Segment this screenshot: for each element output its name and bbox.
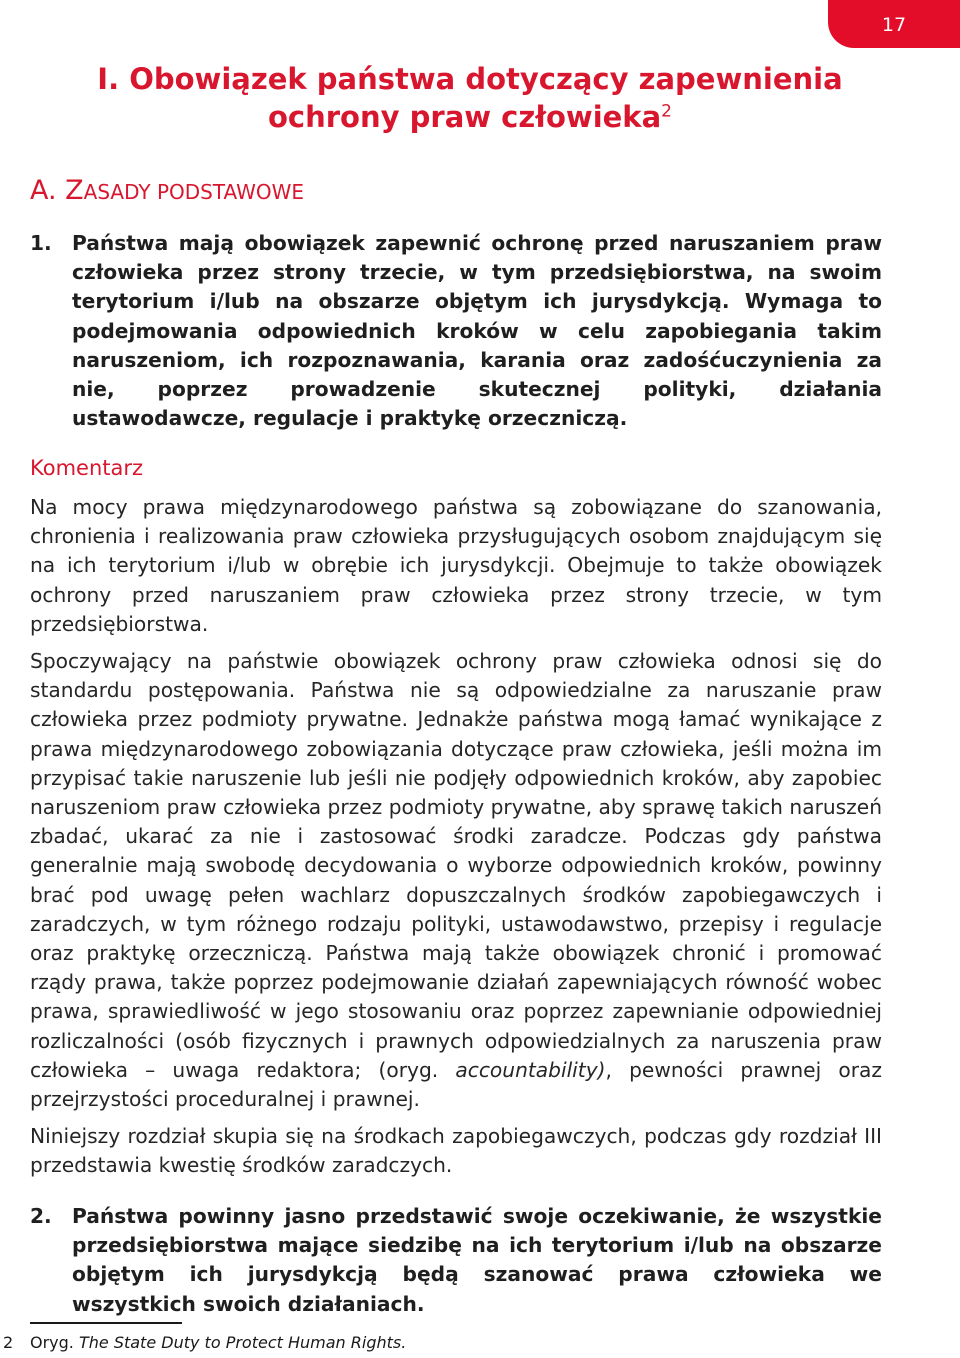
chapter-title-line2: ochrony praw człowieka bbox=[268, 100, 662, 134]
footnote-number: 2 bbox=[3, 1333, 14, 1352]
footnote bbox=[3, 1332, 406, 1354]
commentary-paragraph-2 bbox=[30, 647, 882, 1114]
page-number-tab bbox=[828, 0, 960, 48]
principle-1 bbox=[30, 229, 882, 433]
section-letter: A. Z bbox=[30, 175, 84, 206]
commentary-paragraph-3: Niniejszy rozdział skupia się na środkach zapobiegawczych, podczas gdy rozdział III przedstawia kwestię środków zaradczych. bbox=[30, 1124, 882, 1178]
principle-2-text: Państwa powinny jasno przedstawić swoje oczekiwanie, że wszystkie przedsiębiorstwa mające siedzibę na ich terytorium i/lub na obszarze objętym ich jurysdykcją będą szanować prawa człowieka we wszystkich swoich działaniach. bbox=[72, 1204, 882, 1316]
footnote-reference: 2 bbox=[661, 101, 672, 122]
footnote-divider bbox=[30, 1322, 182, 1324]
commentary-paragraph-1: Na mocy prawa międzynarodowego państwa są zobowiązane do szanowania, chronienia i realizowania praw człowieka przysługujących osobom znajdującym się na ich terytorium i/lub w obrębie ich jurysdykcji. Obejmuje to także obowiązek ochrony przed naruszaniem praw człowieka przez strony trzecie, w tym przedsiębiorstwa. bbox=[30, 495, 882, 636]
commentary-paragraph-2-end: , pewności prawnej oraz przejrzystości proceduralnej i prawnej. bbox=[30, 1057, 882, 1112]
section-title: ASADY PODSTAWOWE bbox=[83, 180, 305, 204]
principle-1-number: 1. bbox=[30, 231, 52, 255]
chapter-title bbox=[90, 60, 850, 136]
principle-1-text: Państwa mają obowiązek zapewnić ochronę przed naruszaniem praw człowieka przez strony trzecie, w tym przedsiębiorstwa, na swoim terytorium i/lub na obszarze objętym ich jurysdykcją. Wymaga to podejmowania odpowiednich kroków w celu zapobiegania takim naruszeniom, ich rozpoznawania, karania oraz zadośćuczynienia za nie, poprzez prowadzenie skutecznej polityki, działania ustawodawcze, regulacje i praktykę orzeczniczą. bbox=[72, 231, 882, 431]
commentary-italic-term: accountability) bbox=[455, 1057, 606, 1082]
chapter-title-line1: I. Obowiązek państwa dotyczący zapewnienia bbox=[97, 62, 843, 96]
commentary-paragraph-2-text: Spoczywający na państwie obowiązek ochrony praw człowieka odnosi się do standardu postępowania. Państwa nie są odpowiedzialne za naruszanie praw człowieka przez podmioty prywatne. Jednakże państwa mogą łamać wynikające z prawa międzynarodowego zobowiązania dotyczące praw człowieka, jeśli można im przypisać takie naruszenie lub jeśli nie podjęły odpowiednich kroków, aby zapobiec naruszeniom praw człowieka przez podmioty prywatne, aby sprawę takich naruszeń zbadać, ukarać za nie i zastosować środki zaradcze. Podczas gdy państwa generalnie mają swobodę decydowania o wyborze odpowiednich kroków, powinny brać pod uwagę pełen wachlarz dopuszczalnych środków zapobiegawczych i zaradczych, w tym różnego rodzaju polityki, ustawodawstwo, przepisy i regulacje oraz praktykę orzeczniczą. Państwa mają także obowiązek chronić i promować rządy prawa, także poprzez podejmowanie działań zapewniających równość wobec prawa, sprawiedliwość w jego stosowaniu oraz poprzez zapewnianie odpowiedniej rozliczalności (osób fizycznych i prawnych odpowiedzialnych za naruszenia praw człowieka – uwaga redaktora; (oryg. bbox=[30, 649, 882, 1082]
footnote-prefix: Oryg. bbox=[30, 1333, 79, 1352]
principle-2 bbox=[30, 1202, 882, 1319]
commentary-label: Komentarz bbox=[30, 456, 144, 480]
page-number: 17 bbox=[881, 14, 907, 36]
section-heading bbox=[30, 173, 304, 210]
principle-2-number: 2. bbox=[30, 1204, 52, 1228]
commentary-body bbox=[30, 493, 882, 1189]
footnote-title: The State Duty to Protect Human Rights. bbox=[78, 1333, 407, 1352]
